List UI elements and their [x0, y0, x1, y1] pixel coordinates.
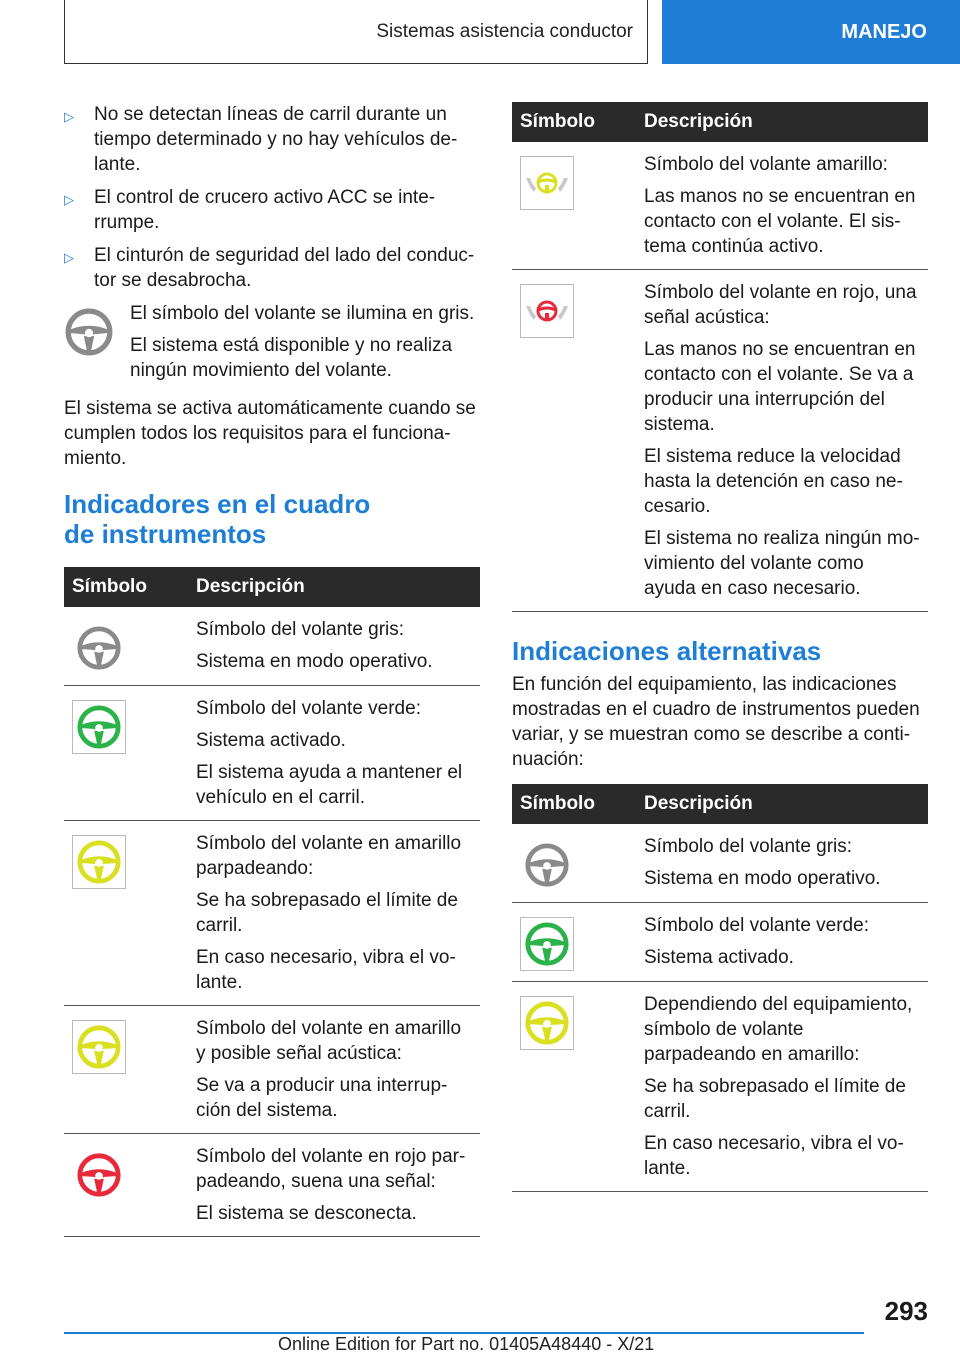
symbol-cell	[512, 142, 636, 270]
condition-list	[64, 102, 480, 293]
description-cell	[636, 270, 928, 612]
chapter-tab[interactable]	[662, 0, 960, 64]
description-text: Sistema en modo operativo.	[196, 651, 433, 672]
description-text: El sistema reduce la velocidad hasta la detención en caso ne-cesario.	[644, 446, 903, 517]
table-row	[64, 1134, 480, 1237]
description-text: Símbolo del volante gris:	[196, 619, 405, 640]
table-row	[64, 686, 480, 821]
description-cell	[636, 824, 928, 903]
description-text: Las manos no se encuentran en contacto con el volante. Se va a producir una interrupción del sistema.	[644, 339, 916, 435]
description-text: Sistema activado.	[644, 947, 794, 968]
column-header-description: Descripción	[636, 784, 928, 824]
description-text: Símbolo del volante en amarillo parpadeando:	[196, 833, 462, 879]
list-item: ▷ No se detectan líneas de carril durante un tiempo determinado y no hay vehículos de-lante.	[64, 104, 458, 175]
hands-wheel-yellow-icon	[520, 156, 574, 210]
description-cell	[636, 982, 928, 1192]
description-text: Sistema activado.	[196, 730, 346, 751]
section-heading: Indicadores en el cuadro de instrumentos	[64, 489, 371, 549]
table-row	[512, 142, 928, 270]
symbol-cell	[512, 982, 636, 1192]
hands-wheel-red-icon	[520, 284, 574, 338]
symbol-cell	[64, 607, 188, 686]
description-text: Símbolo del volante en amarillo y posible señal acústica:	[196, 1018, 462, 1064]
edition-footer: Online Edition for Part no. 01405A48440 - X/21	[278, 1334, 655, 1354]
table-row	[512, 824, 928, 903]
section-heading: Indicaciones alternativas	[512, 636, 822, 666]
table-row	[512, 270, 928, 612]
steering-wheel-yellow-icon	[72, 1020, 126, 1074]
description-text: Se ha sobrepasado el límite de carril.	[196, 890, 458, 936]
description-text: Símbolo del volante gris:	[644, 836, 853, 857]
steering-wheel-red-icon	[72, 1148, 126, 1202]
activation-paragraph: El sistema se activa automáticamente cuando se cumplen todos los requisitos para el funciona-miento.	[64, 398, 476, 469]
steering-wheel-grey-icon	[64, 344, 114, 361]
triangle-bullet-icon: ▷	[64, 250, 74, 265]
section-header	[64, 0, 648, 64]
description-text: El sistema no realiza ningún mo-vimiento del volante como ayuda en caso necesario.	[644, 528, 920, 599]
steering-wheel-green-icon	[520, 917, 574, 971]
description-text: Sistema en modo operativo.	[644, 868, 881, 889]
description-cell	[188, 821, 480, 1006]
symbol-cell	[512, 270, 636, 612]
symbol-cell	[512, 824, 636, 903]
description-text: El sistema se desconecta.	[196, 1203, 417, 1224]
description-text: Símbolo del volante verde:	[644, 915, 869, 936]
description-text: Las manos no se encuentran en contacto con el volante. El sis-tema continúa activo.	[644, 186, 916, 257]
column-header-description: Descripción	[636, 102, 928, 142]
steering-wheel-grey-icon	[520, 838, 574, 892]
table-row	[512, 903, 928, 982]
alternative-paragraph: En función del equipamiento, las indicaciones mostradas en el cuadro de instrumentos pueden variar, y se muestran como se describe a conti-nuación:	[512, 674, 920, 770]
triangle-bullet-icon: ▷	[64, 192, 74, 207]
steering-wheel-grey-icon	[72, 621, 126, 675]
description-cell	[636, 142, 928, 270]
description-cell	[188, 1134, 480, 1237]
description-text: El sistema ayuda a mantener el vehículo en el carril.	[196, 762, 463, 808]
page-number: 293	[884, 1296, 928, 1326]
description-text: Símbolo del volante en rojo, una señal acústica:	[644, 282, 917, 328]
description-text: Dependiendo del equipamiento, símbolo de volante parpadeando en amarillo:	[644, 994, 913, 1065]
left-column	[64, 102, 480, 1237]
chapter-title: MANEJO	[841, 20, 927, 43]
grey-symbol-note: El símbolo del volante se ilumina en gris. El sistema está disponible y no realiza ningún movimiento del volante.	[64, 301, 480, 390]
description-text: Se va a producir una interrup-ción del sistema.	[196, 1075, 448, 1121]
section-title: Sistemas asistencia conductor	[376, 20, 633, 42]
table-row	[512, 982, 928, 1192]
description-cell	[188, 686, 480, 821]
column-header-symbol: Símbolo	[512, 784, 636, 824]
indicator-table	[64, 567, 480, 1237]
list-item: ▷ El control de crucero activo ACC se inte-rrumpe.	[64, 187, 436, 233]
description-cell	[188, 607, 480, 686]
symbol-cell	[64, 1134, 188, 1237]
list-item: ▷ El cinturón de seguridad del lado del conduc-tor se desabrocha.	[64, 245, 475, 291]
description-text: Símbolo del volante verde:	[196, 698, 421, 719]
table-row	[64, 607, 480, 686]
description-text: En caso necesario, vibra el vo-lante.	[644, 1133, 904, 1179]
steering-wheel-green-icon	[72, 700, 126, 754]
description-text: En caso necesario, vibra el vo-lante.	[196, 947, 456, 993]
symbol-cell	[64, 686, 188, 821]
column-header-symbol: Símbolo	[512, 102, 636, 142]
symbol-cell	[64, 1006, 188, 1134]
description-cell	[188, 1006, 480, 1134]
description-text: Símbolo del volante amarillo:	[644, 154, 888, 175]
symbol-cell	[512, 903, 636, 982]
table-row	[64, 821, 480, 1006]
table-row	[64, 1006, 480, 1134]
description-cell	[636, 903, 928, 982]
steering-wheel-yellow-icon	[72, 835, 126, 889]
steering-wheel-yellow-icon	[520, 996, 574, 1050]
hands-off-table	[512, 102, 928, 612]
symbol-cell	[64, 821, 188, 1006]
triangle-bullet-icon: ▷	[64, 109, 74, 124]
description-text: Símbolo del volante en rojo par-padeando, suena una señal:	[196, 1146, 466, 1192]
right-column	[512, 102, 928, 1192]
description-text: Se ha sobrepasado el límite de carril.	[644, 1076, 906, 1122]
column-header-description: Descripción	[188, 567, 480, 607]
alternative-indicator-table	[512, 784, 928, 1192]
column-header-symbol: Símbolo	[64, 567, 188, 607]
